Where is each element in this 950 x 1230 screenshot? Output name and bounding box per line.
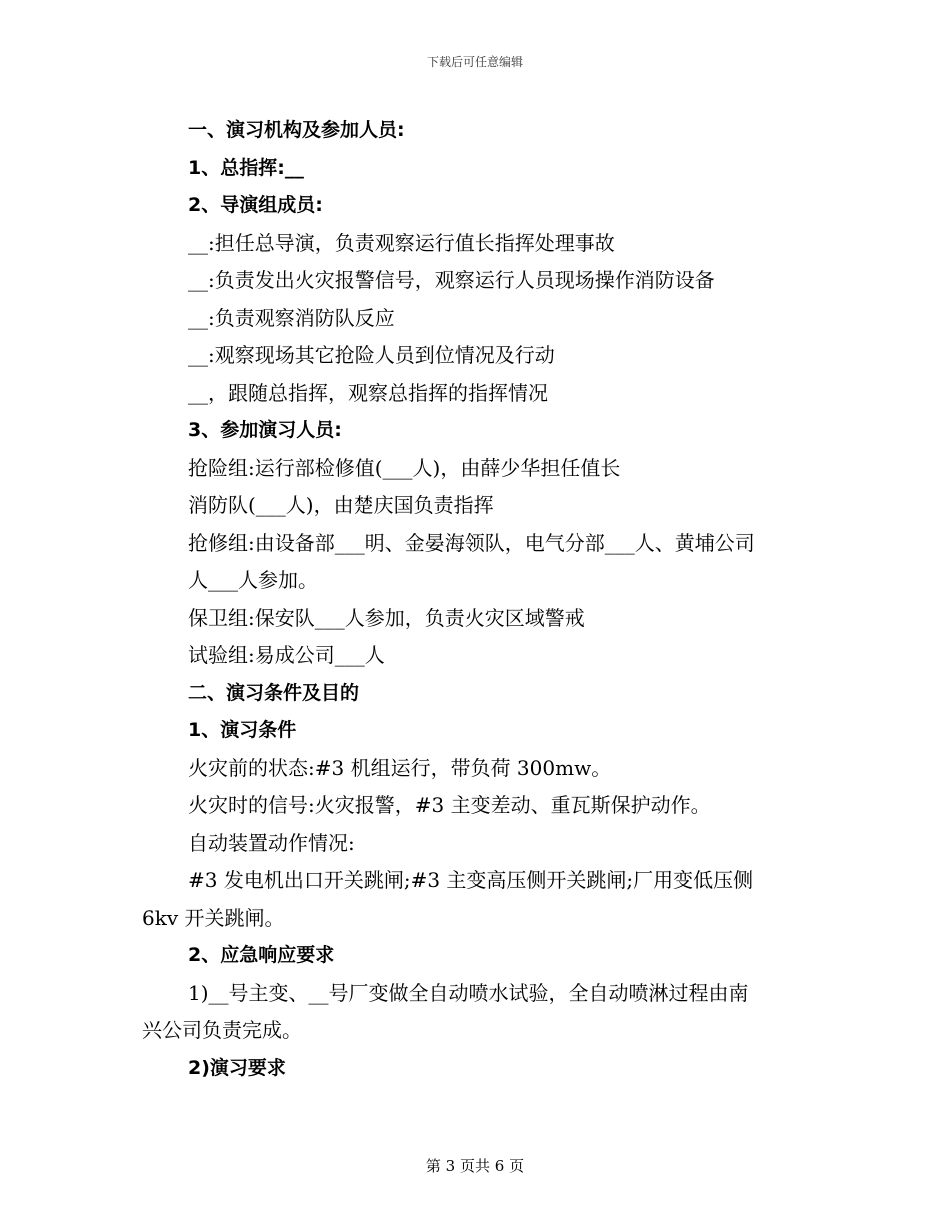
paragraph-line: __:担任总导演，负责观察运行值长指挥处理事故	[188, 230, 615, 255]
section-heading: 2、导演组成员:	[188, 194, 323, 216]
section-heading: 1、演习条件	[188, 719, 297, 741]
section-heading: 1、总指挥:__	[188, 156, 304, 179]
section-heading: 2、应急响应要求	[188, 944, 335, 966]
paragraph-line: 1)__号主变、__号厂变做全自动喷水试验，全自动喷淋过程由南	[188, 980, 749, 1005]
section-heading: 2)演习要求	[188, 1056, 286, 1079]
paragraph-line: 抢险组:运行部检修值(___人)，由薛少华担任值长	[188, 455, 621, 480]
page-header: 下载后可任意编辑	[426, 55, 523, 69]
paragraph-line: 抢修组:由设备部___明、金晏海领队，电气分部___人、黄埔公司	[188, 530, 755, 555]
paragraph-line: 火灾时的信号:火灾报警，#3 主变差动、重瓦斯保护动作。	[188, 793, 711, 817]
paragraph-line: __:负责观察消防队反应	[188, 305, 395, 330]
paragraph-line: __，跟随总指挥，观察总指挥的指挥情况	[188, 380, 548, 405]
paragraph-line: #3 发电机出口开关跳闸;#3 主变高压侧开关跳闸;厂用变低压侧	[188, 868, 754, 892]
page-footer: 第 3 页共 6 页	[425, 1157, 525, 1175]
paragraph-line: 保卫组:保安队___人参加，负责火灾区域警戒	[188, 605, 585, 630]
paragraph-line: __:观察现场其它抢险人员到位情况及行动	[188, 343, 555, 367]
paragraph-line: 火灾前的状态:#3 机组运行，带负荷 300mw。	[188, 755, 612, 780]
paragraph-line: 消防队(___人)，由楚庆国负责指挥	[188, 493, 494, 517]
section-heading: 3、参加演习人员:	[188, 419, 342, 441]
paragraph-line: __:负责发出火灾报警信号，观察运行人员现场操作消防设备	[188, 268, 715, 292]
paragraph-line: 试验组:易成公司___人	[188, 643, 385, 667]
paragraph-line: 自动装置动作情况:	[188, 830, 355, 855]
paragraph-line: 兴公司负责完成。	[142, 1018, 302, 1042]
paragraph-line: 6kv 开关跳闸。	[142, 905, 285, 930]
paragraph-line: 人___人参加。	[188, 568, 318, 592]
document-body	[142, 112, 810, 1087]
section-heading: 二、演习条件及目的	[188, 681, 360, 704]
section-heading: 一、演习机构及参加人员:	[188, 119, 405, 141]
